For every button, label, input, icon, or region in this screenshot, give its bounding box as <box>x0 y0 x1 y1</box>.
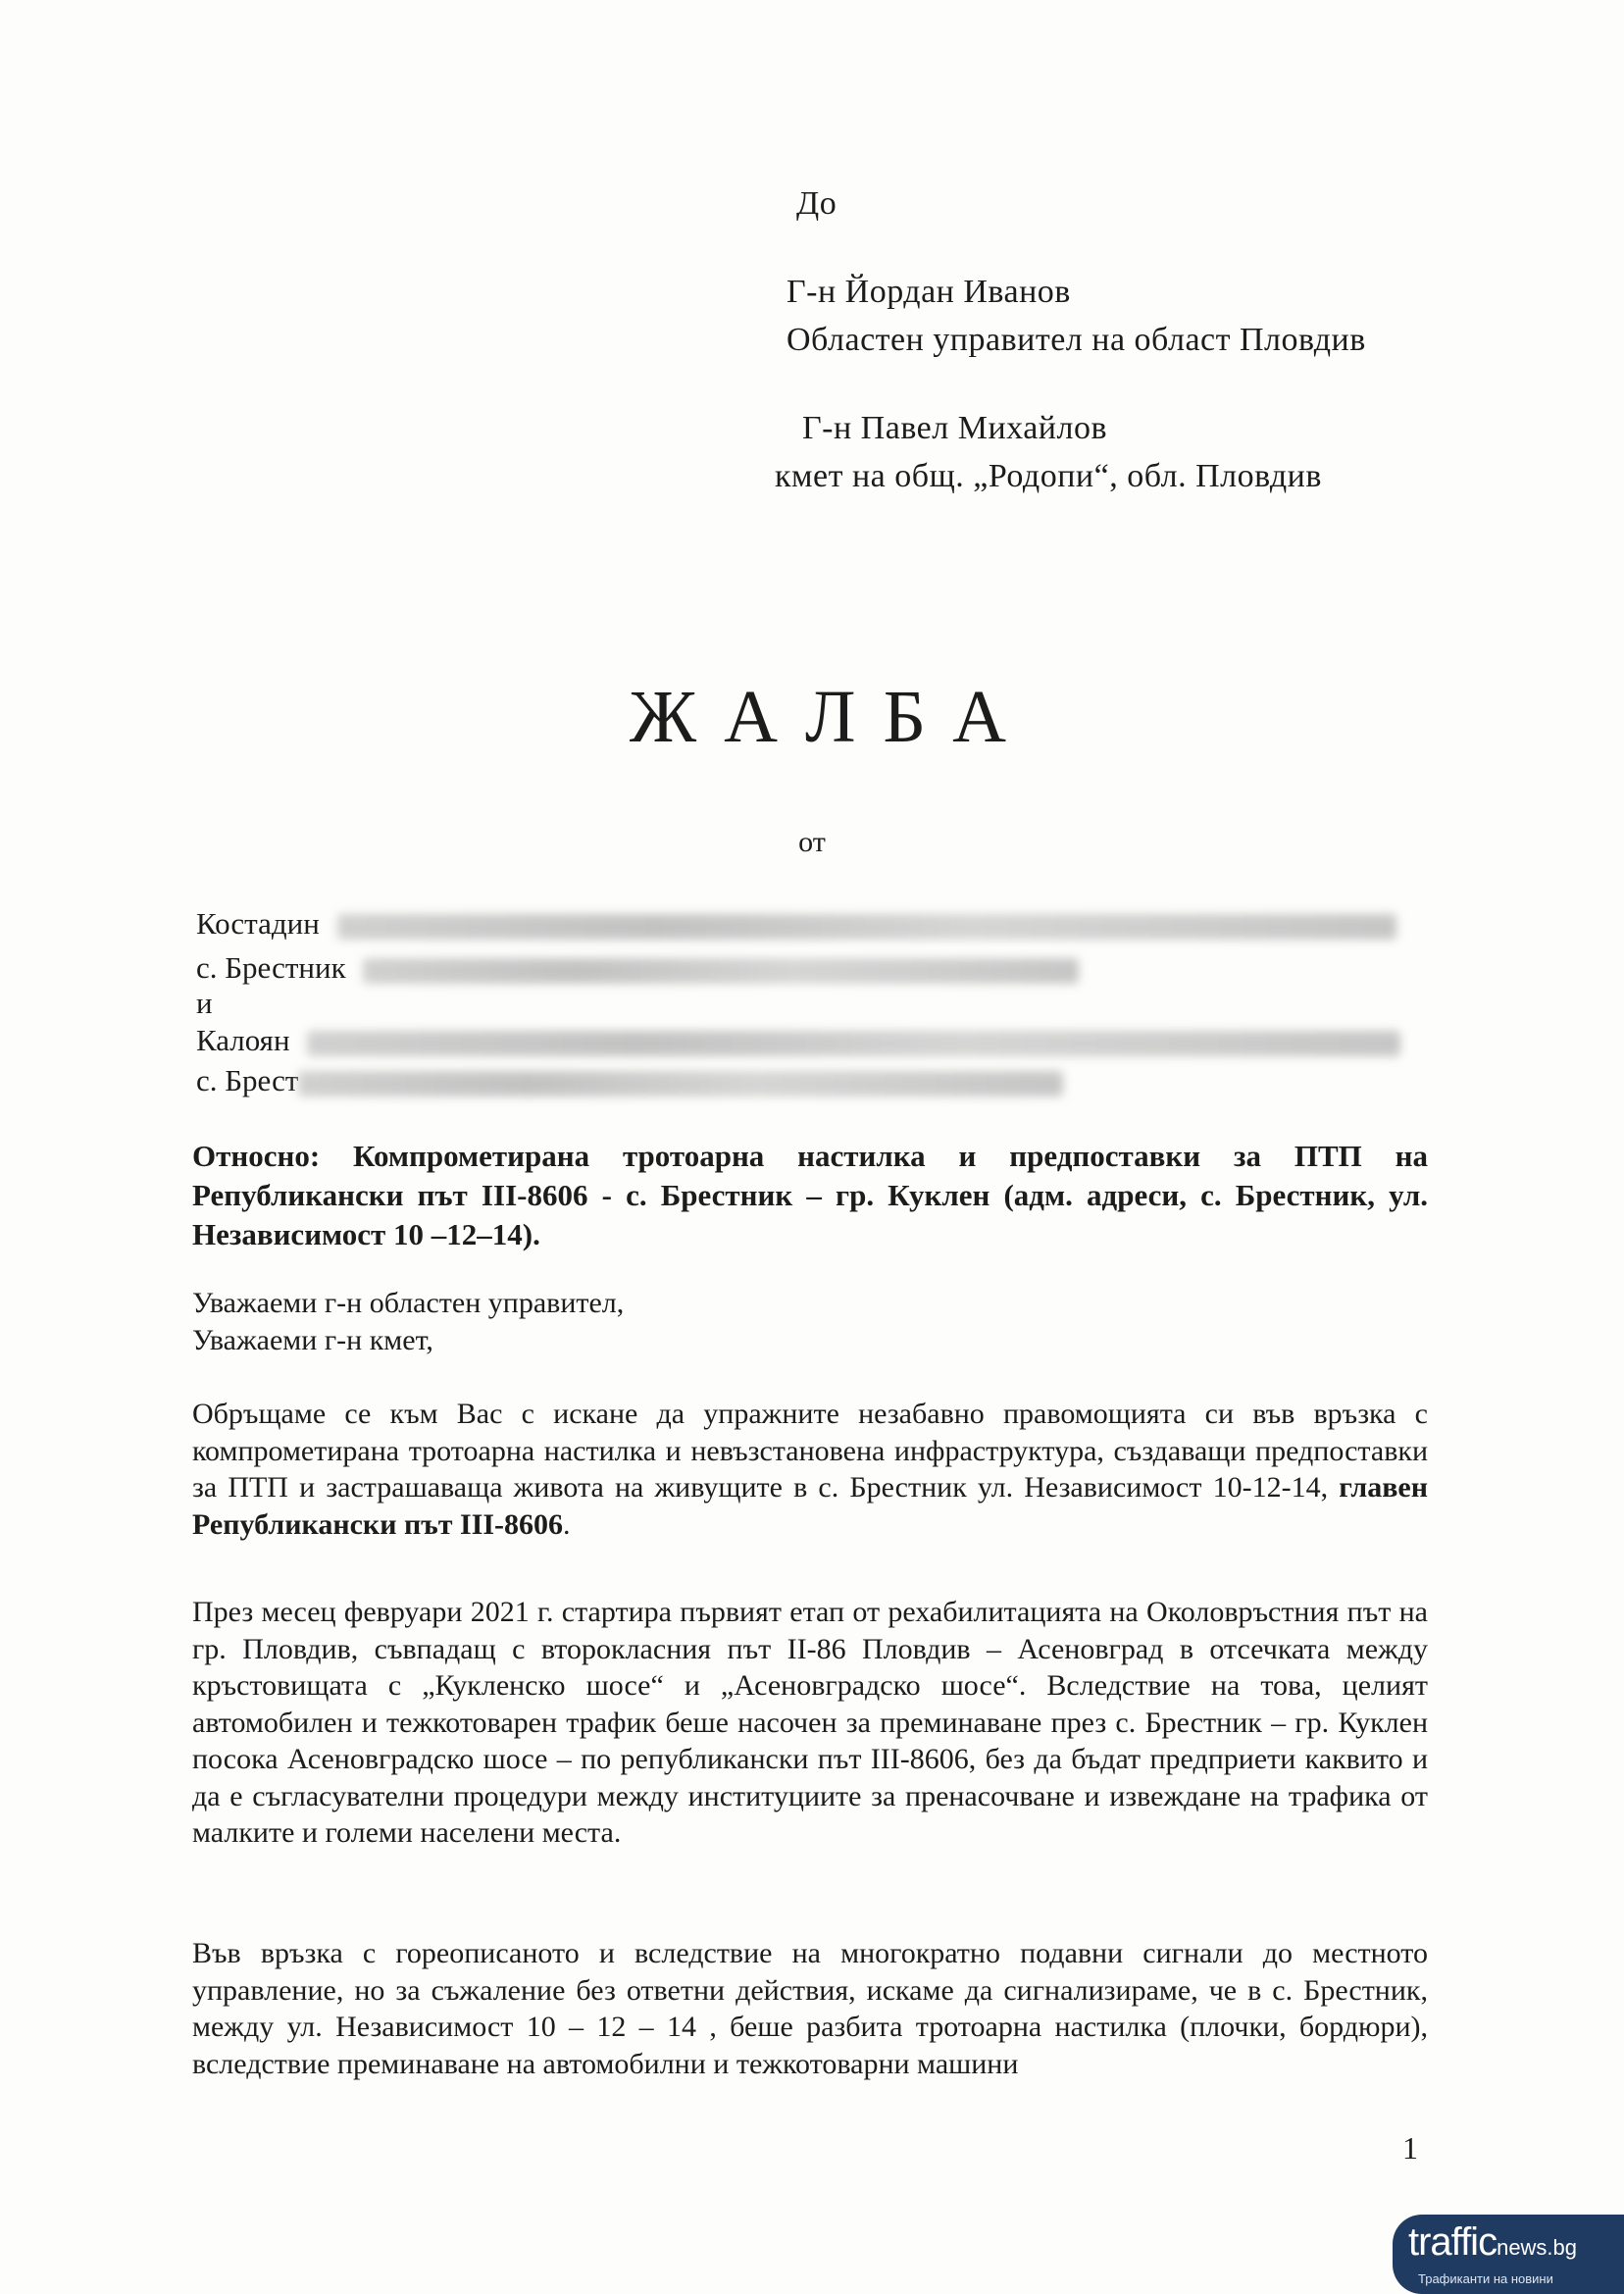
complainant-and: и <box>196 986 213 1020</box>
watermark-brand-main: traffic <box>1408 2220 1497 2264</box>
addressee-person2-role: кмет на общ. „Родопи“, обл. Пловдив <box>775 458 1322 494</box>
watermark-brand-suffix: news.bg <box>1497 2235 1578 2260</box>
redacted-personal-data <box>337 914 1396 940</box>
paragraph-1-end: . <box>563 1507 571 1541</box>
document-title: ЖАЛБА <box>629 676 1035 758</box>
complainant-1-village: с. Брестник <box>196 950 346 985</box>
redacted-personal-data <box>307 1031 1400 1056</box>
complainant-2-village-line <box>196 1061 1063 1100</box>
complainant-2-village: с. Брест <box>196 1063 299 1097</box>
paragraph-1-text: Обръщаме се към Вас с искане да упражните незабавно правомощията си във връзка с компрометирана тротоарна настилка и невъзстановена инфраструктура, създаващи предпоставки за ПТП и застрашаваща живота на живущите в с. Брестник ул. Независимост 10-12-14, <box>192 1398 1428 1504</box>
from-label: от <box>798 826 826 858</box>
addressee-person2-name: Г-н Павел Михайлов <box>802 410 1108 446</box>
trafficnews-watermark <box>1393 2215 1624 2294</box>
redacted-personal-data <box>298 1071 1063 1096</box>
complainant-1-name: Костадин <box>196 906 320 941</box>
page-number: 1 <box>1402 2130 1418 2166</box>
paragraph-2: През месец февруари 2021 г. стартира първият етап от рехабилитацията на Околовръстния път на гр. Пловдив, съвпадащ с второкласния път II-86 Пловдив – Асеновград в отсечката между кръстовищата с „Кукленско шосе“ и „Асеновградско шосе“. Вследствие на това, целият автомобилен и тежкотоварен трафик беше насочен за преминаване през с. Брестник – гр. Куклен посока Асеновградско шосе – по републикански път III-8606, без да бъдат предприети каквито и да е съгласувателни процедури между институциите за пренасочване и извеждане на трафика от малките и големи населени места. <box>192 1596 1428 1849</box>
watermark-brand <box>1408 2220 1577 2265</box>
greeting-1: Уважаеми г-н областен управител, <box>192 1287 625 1319</box>
addressee-person1-name: Г-н Йордан Иванов <box>787 274 1071 310</box>
watermark-tagline: Трафиканти на новини <box>1418 2271 1553 2286</box>
addressee-to: До <box>796 185 837 222</box>
paragraph-3: Във връзка с гореописаното и вследствие на многократно подавни сигнали до местното управление, но за съжаление без ответни действия, искаме да сигнализираме, че в с. Брестник, между ул. Независимост 10 – 12 – 14 , беше разбита тротоарна настилка (плочки, бордюри), вследствие преминаване на автомобилни и тежкотоварни машини <box>192 1937 1428 2080</box>
paragraph-1-bold: главен Републикански път III-8606 <box>192 1471 1428 1541</box>
subject-line: Относно: Компрометирана тротоарна настилка и предпоставки за ПТП на Републикански път III-8606 - с. Брестник – гр. Куклен (адм. адреси, с. Брестник, ул. Независимост 10 –12–14). <box>192 1139 1428 1251</box>
paragraph-1 <box>192 1396 1428 1543</box>
greeting-2: Уважаеми г-н кмет, <box>192 1324 433 1356</box>
complainant-2-name: Калоян <box>196 1023 290 1057</box>
addressee-person1-role: Областен управител на област Пловдив <box>787 322 1366 358</box>
redacted-personal-data <box>363 958 1079 984</box>
complainant-1-name-line <box>196 904 1396 943</box>
complainant-1-village-line <box>196 948 1079 988</box>
complainant-2-name-line <box>196 1021 1400 1060</box>
